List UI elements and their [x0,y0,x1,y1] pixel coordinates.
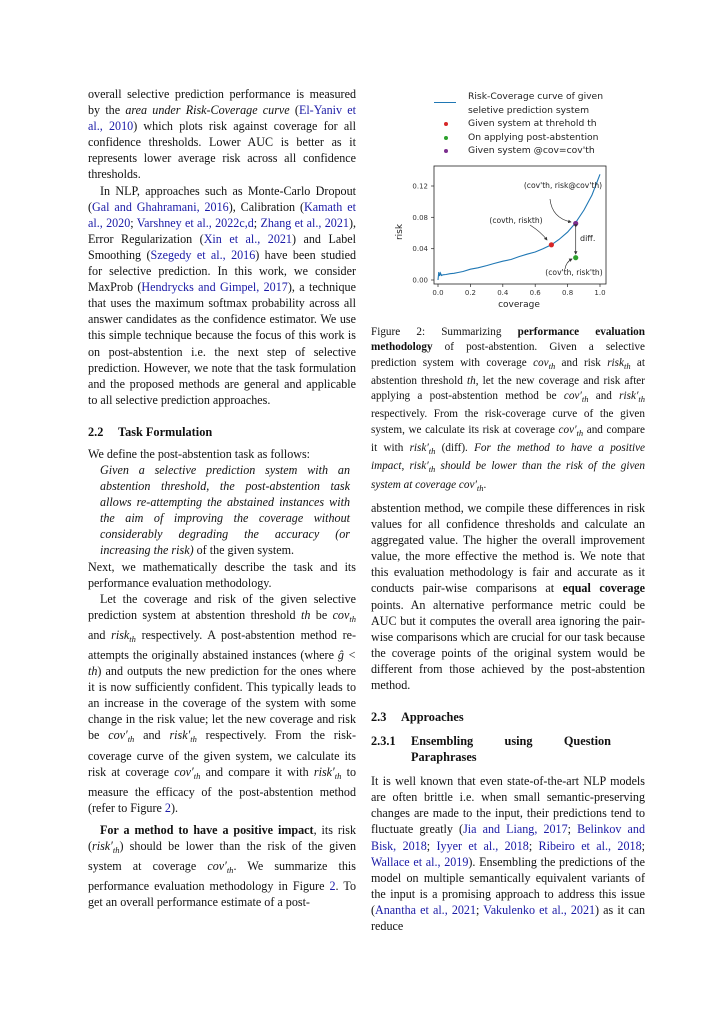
math-subscript: th [349,613,356,624]
annotation-diff: diff. [580,234,596,243]
math: risk′ [619,390,639,403]
green-point-post-abstention [573,255,578,260]
text: ), a technique that uses the maximum softmax probability across all answer candidates as the confidence estimator. We use this simple technique because the focus of this work is on post-abstention i.e. the next step of selective prediction. However, we note that the task formulation and the proposed methods are general and applicable to all selective prediction approaches. [88,280,356,407]
text: ) as it can reduce [371,902,645,933]
citation-link[interactable]: Iyyer et al., 2018 [436,838,529,853]
math: th [466,374,476,387]
purple-point-given-at-cov-prime [573,221,578,226]
math-subscript: th [112,845,120,856]
quote-tail: of the given system. [193,543,295,558]
text: respectively. From the risk-coverage curve of the given system, we calculate its risk at coverage [371,408,645,436]
paragraph-nlp-approaches [88,183,356,408]
text: ; [476,902,484,917]
annotation-purple: (cov'th, risk@cov'th) [523,181,603,190]
italic-term: area under Risk-Coverage curve [125,103,290,118]
math-subscript: th [127,734,135,745]
subsection-title: Ensembling using Question Paraphrases [411,734,611,765]
math-subscript: th [638,394,646,405]
math: ĝ < th [88,648,356,679]
citation-link[interactable]: Szegedy et al., 2016 [150,247,256,262]
legend-label: Given system @cov=cov'th [468,145,595,156]
quote-text: Given a selective prediction system with an abstention threshold, the post-abstention task allows re-attempting the abstained instances with the aim of improving the coverage without considerably degrading the accuracy (or increasing the risk) [100,462,350,558]
math-subscript: th [193,770,201,781]
math: cov [332,607,350,622]
text: ) and outputs the new prediction for the ones where it is now sufficiently confident. This typically leads to an increase in the coverage of the system with some change in the risk value; let the new coverage and risk be [88,664,356,743]
citation-link[interactable]: Gal and Ghahramani, 2016 [92,199,229,214]
math: cov′ [558,423,577,436]
text: be [310,607,333,622]
text: ; [130,215,137,230]
math: cov [533,356,549,369]
text: ; [426,838,437,853]
text: respectively. A post-abstention method re-attempts the originally abstained instances (where [88,627,356,662]
subsection-heading-2-3-1 [371,733,645,765]
paragraph-next: Next, we mathematically describe the task and its performance evaluation methodology. [88,559,356,590]
svg-text:0.8: 0.8 [562,289,574,297]
paragraph-aggregate [371,500,645,693]
text: ; [253,215,261,230]
italic-text: For the method to have a positive impact, [371,442,646,473]
svg-text:0.4: 0.4 [497,289,509,297]
figure-2-risk-coverage-chart [378,86,628,316]
citation-link[interactable]: Belinkov and Bisk, 2018 [371,822,645,853]
text: of post-abstention. Given a selective prediction system with coverage [371,341,645,369]
text: ( [289,103,299,118]
citation-link[interactable]: Ribeiro et al., 2018 [538,838,642,853]
section-number: 2.2 [88,424,104,439]
svg-text:0.0: 0.0 [432,289,444,297]
text: (diff). [435,442,475,455]
text: at abstention threshold [371,356,646,387]
paragraph-ensembling [371,773,645,934]
svg-text:0.6: 0.6 [529,289,541,297]
x-axis-label: coverage [498,300,540,310]
math-subscript: th [548,360,556,371]
math-subscript: th [428,446,436,457]
chart-plot [378,86,628,316]
citation-link[interactable]: Vakulenko et al., 2021 [483,902,596,917]
math-subscript: th [129,633,136,644]
math: risk′ [409,442,429,455]
paragraph-positive-impact [88,822,356,910]
svg-text:0.00: 0.00 [412,276,428,285]
section-title: Task Formulation [118,424,213,439]
text: , its risk ( [88,822,356,854]
text: ; [567,822,578,837]
paragraph-auc [88,86,356,183]
annotation-red: (covth, riskth) [489,216,543,225]
text: It is well known that even state-of-the-art NLP models are often brittle i.e. when small semantic-preserving changes are made to the input, their predictions tend to fluctuate greatly ( [371,774,645,837]
math: risk [111,627,130,642]
legend-label: Given system at threhold th [468,118,597,129]
section-title: Approaches [401,710,464,725]
math: risk′ [409,460,429,473]
svg-text:1.0: 1.0 [594,289,606,297]
math: risk′ [92,839,113,854]
paragraph-define-task: We define the post-abstention task as follows: [88,446,311,461]
text: abstention method, we compile these differences in risk values for all confidence thresholds and calculate an aggregated value. The higher the overall improvement value, the more effective the method is. We note that this evaluation methodology is fair and accurate as it conducts pair-wise comparisons at [371,501,645,596]
annotation-arrow [550,199,571,222]
text: ) should be lower than the risk of the given system at coverage [88,839,356,874]
text: and compare it with [200,764,314,779]
text: points. An alternative performance metric could be AUC but it computes the overall area ignoring the pair-wise comparisons which are crucial for our task because the coverage points of the original system would be different from those achieved by the post-abstention method. [371,597,645,693]
y-axis-label: risk [395,223,405,241]
bold-text: performance evaluation methodology [371,326,645,354]
math: cov′ [563,390,582,403]
text: In NLP, approaches such as Monte-Carlo Dropout ( [88,183,356,214]
annotation-green: (cov'th, risk'th) [545,268,603,277]
citation-link[interactable]: Varshney et al., 2022c,d [136,215,254,230]
citation-link[interactable]: El-Yaniv et al., 2010 [88,103,357,134]
math: cov′ [458,478,477,491]
bold-text: equal coverage [562,581,645,596]
task-definition-quote [88,462,356,559]
figure-ref-link[interactable]: 2 [329,879,336,894]
text: ) have been studied for selective prediction. In this work, we consider MaxProb ( [88,247,356,295]
figure-2-caption [371,325,645,496]
text: and [588,390,620,403]
math-subscript: th [476,482,484,493]
red-point-threshold [549,242,554,247]
citation-link[interactable]: Xin et al., 2021 [203,231,292,246]
caption-label: Figure 2: Summarizing [371,326,518,338]
math-subscript: th [190,734,197,745]
svg-text:0.08: 0.08 [412,214,428,222]
text: . We summarize this performance evaluation methodology in Figure [88,859,356,894]
annotation-arrow [530,225,547,240]
citation-link[interactable]: Kamath et al., 2020 [88,199,356,230]
text: ). Ensembling the predictions of the model on multiple semantically equivalent variants of the input is a promising approach to address this issue ( [371,854,645,917]
text: and compare it with [371,423,645,455]
x-axis-ticks [432,284,605,297]
math: risk′ [313,764,335,779]
section-heading-2-2 [88,424,356,440]
math-subscript: th [226,865,234,876]
svg-text:0.2: 0.2 [464,289,476,297]
subsection-number: 2.3.1 [371,734,396,749]
legend-label: Risk-Coverage curve of given [468,91,604,102]
math: risk [607,356,624,369]
math-subscript: th [576,427,584,438]
math: cov′ [174,764,194,779]
text: ) and Label Smoothing ( [88,231,356,262]
citation-link[interactable]: Hendrycks and Gimpel, 2017 [141,280,288,295]
text: . To get an overall performance estimate of a post- [88,879,356,910]
text: ), Calibration ( [228,199,305,214]
math: risk′ [169,728,191,743]
math-subscript: th [428,464,436,475]
text: Let the coverage and risk of the given selective prediction system at abstention threshold [88,591,356,622]
math-subscript: th [623,360,631,371]
bold-text: For a method to have a positive impact [100,822,314,837]
legend-label: seletive prediction system [468,104,590,116]
legend-label: On applying post-abstention [468,131,599,143]
text: ) which plots risk against coverage for all confidence thresholds. Lower AUC is better as it represents lower average risk across all confidence thresholds. [88,119,356,182]
text: ). [170,800,179,815]
math: th [300,607,311,622]
figure-ref-link[interactable]: 2 [164,800,171,815]
right-column [371,500,645,934]
paragraph-coverage-risk [88,591,356,816]
text: ; [641,838,645,853]
math-subscript: th [334,770,342,781]
math: cov′ [207,859,227,874]
left-column [88,86,356,910]
citation-link[interactable]: Wallace et al., 2019 [371,854,469,869]
svg-text:0.12: 0.12 [412,182,428,191]
text: and [134,728,170,743]
math-subscript: th [581,394,589,405]
text: respectively. From the risk-coverage curve of the given system, we calculate its risk at coverage [88,728,356,779]
text: to measure the efficacy of the post-abstention method (refer to Figure [88,764,356,815]
text: and risk [555,356,608,369]
svg-text:0.04: 0.04 [412,245,428,253]
section-heading-2-3 [371,709,645,725]
citation-link[interactable]: Anantha et al., 2021 [375,902,477,917]
citation-link[interactable]: Zhang et al., 2021 [260,215,349,230]
y-axis-ticks [412,183,434,285]
section-number: 2.3 [371,710,387,725]
text: , let the new coverage and risk after applying a post-abstention method be [371,374,645,403]
citation-link[interactable]: Jia and Liang, 2017 [463,822,568,837]
text: ; [528,838,539,853]
text: and [88,627,112,642]
text: . [483,478,487,491]
text: overall selective prediction performance is measured by the [88,87,356,118]
math: cov′ [108,728,128,743]
text: ), Error Regularization ( [88,215,356,246]
italic-text: should be lower than the risk of the given system at coverage [371,460,645,491]
